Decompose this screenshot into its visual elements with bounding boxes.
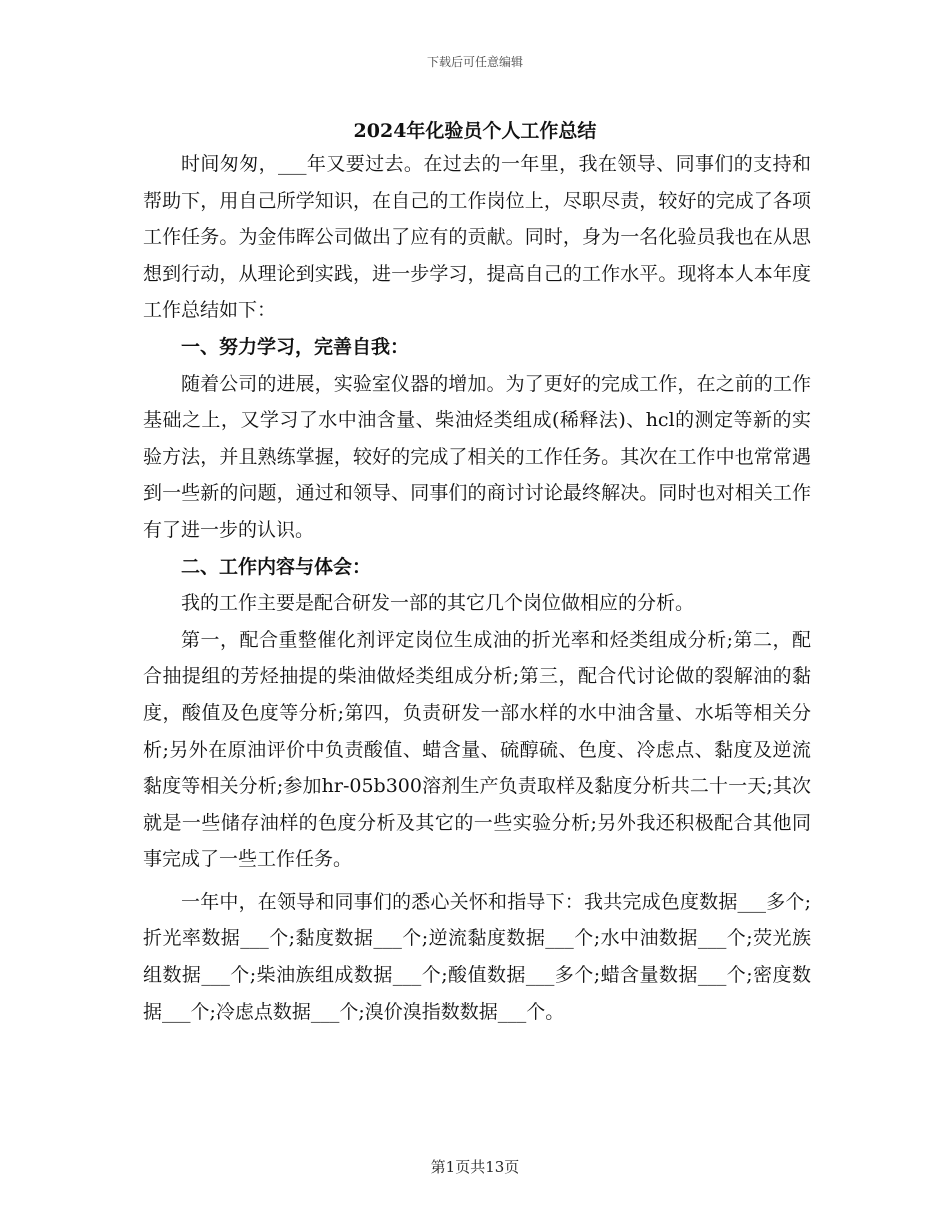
section-2-intro-paragraph: 我的工作主要是配合研发一部的其它几个岗位做相应的分析。	[181, 592, 695, 615]
intro-paragraph: 时间匆匆，___年又要过去。在过去的一年里，我在领导、同事们的支持和帮助下，用自己所学知识，在自己的工作岗位上，尽职尽责，较好的完成了各项工作任务。为金伟晖公司做出了应有的贡献。同时，身为一名化验员我也在从思想到行动，从理论到实践，进一步学习，提高自己的工作水平。现将本人本年度工作总结如下：	[143, 153, 811, 322]
page-header-note: 下载后可任意编辑	[426, 55, 523, 69]
page-number: 第1页共13页	[430, 1158, 520, 1176]
document-body	[143, 146, 811, 1030]
section-1-paragraph: 随着公司的进展，实验室仪器的增加。为了更好的完成工作，在之前的工作基础之上，又学习了水中油含量、柴油烃类组成(稀释法)、hcl的测定等新的实验方法，并且熟练掌握，较好的完成了相关的工作任务。其次在工作中也常常遇到一些新的问题，通过和领导、同事们的商讨讨论最终解决。同时也对相关工作有了进一步的认识。	[143, 372, 811, 541]
data-summary-paragraph: 一年中，在领导和同事们的悉心关怀和指导下：我共完成色度数据___多个;折光率数据___个;黏度数据___个;逆流黏度数据___个;水中油数据___个;荧光族组数据___个;柴油族组成数据___个;酸值数据___多个;蜡含量数据___个;密度数据___个;冷虑点数据___个;溴价溴指数数据___个。	[143, 890, 811, 1023]
document-title: 2024年化验员个人工作总结	[353, 120, 597, 142]
section-heading-1: 一、努力学习，完善自我：	[181, 335, 410, 358]
section-heading-2: 二、工作内容与体会：	[181, 555, 372, 578]
section-2-details-paragraph: 第一，配合重整催化剂评定岗位生成油的折光率和烃类组成分析;第二，配合抽提组的芳烃抽提的柴油做烃类组成分析;第三，配合代讨论做的裂解油的黏度，酸值及色度等分析;第四，负责研发一部水样的水中油含量、水垢等相关分析;另外在原油评价中负责酸值、蜡含量、硫醇硫、色度、冷虑点、黏度及逆流黏度等相关分析;参加hr-05b300溶剂生产负责取样及黏度分析共二十一天;其次就是一些储存油样的色度分析及其它的一些实验分析;另外我还积极配合其他同事完成了一些工作任务。	[143, 628, 811, 871]
